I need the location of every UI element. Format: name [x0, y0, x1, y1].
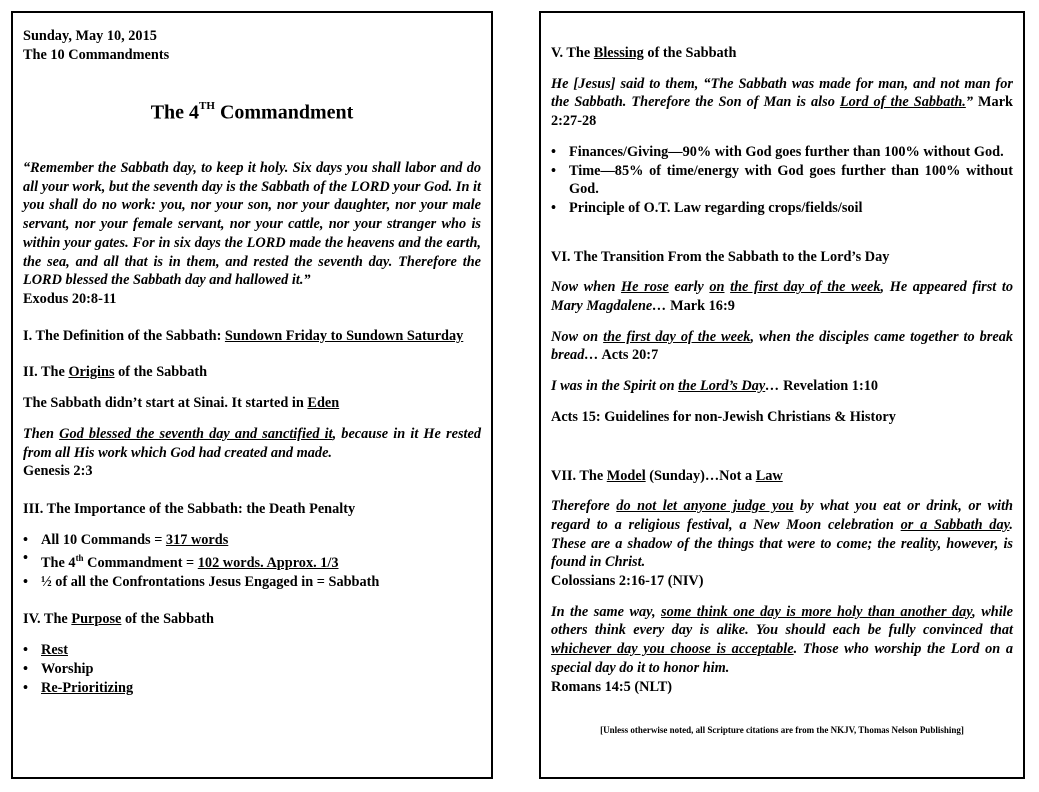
section-7-romans-ref: Romans 14:5 (NLT) [551, 678, 673, 695]
list-item: • All 10 Commands = 317 words [23, 531, 229, 548]
section-6-verse-revelation: I was in the Spirit on the Lord’s Day… Revelation 1:10 [551, 378, 879, 395]
section-7-heading: VII. The Model (Sunday)…Not a Law [551, 467, 783, 484]
scripture-footnote: [Unless otherwise noted, all Scripture citations are from the NKJV, Thomas Nelson Publishing] [600, 725, 964, 736]
list-item: • Time—85% of time/energy with God goes further than 100% without God. [551, 162, 1013, 198]
list-item: • Rest [23, 642, 68, 659]
bullet-icon: • [23, 660, 29, 677]
left-page [11, 11, 493, 779]
section-3-list [23, 531, 481, 592]
section-3-heading: III. The Importance of the Sabbath: the Death Penalty [23, 500, 356, 517]
list-item: • Re-Prioritizing [23, 679, 134, 696]
list-item: • Worship [23, 660, 94, 677]
section-1-definition: I. The Definition of the Sabbath: Sundown Friday to Sundown Saturday [23, 327, 464, 344]
sermon-date: Sunday, May 10, 2015 [23, 28, 157, 44]
right-page-content [551, 44, 1013, 736]
page-title: The 4TH Commandment [150, 100, 354, 125]
right-page [539, 11, 1025, 779]
section-2-scripture-ref: Genesis 2:3 [23, 463, 93, 480]
bullet-icon: • [551, 162, 557, 179]
section-4-heading: IV. The Purpose of the Sabbath [23, 611, 214, 628]
section-7-scripture-colossians: Therefore do not let anyone judge you by what you eat or drink, or with regard to a religious festival, a New Moon celebration or a Sabbath day. These are a shadow of the things that were to come; the reality, however, is found in Christ. [551, 498, 1013, 571]
opening-scripture-ref: Exodus 20:8-11 [23, 290, 117, 307]
section-7-colossians-ref: Colossians 2:16-17 (NIV) [551, 573, 704, 590]
bullet-icon: • [23, 573, 29, 590]
section-5-list [551, 143, 1013, 218]
bullet-icon: • [23, 531, 29, 548]
bullet-icon: • [23, 679, 29, 696]
list-item: • Finances/Giving—90% with God goes further than 100% without God. [551, 143, 1004, 160]
section-5-scripture: He [Jesus] said to them, “The Sabbath was made for man, and not man for the Sabbath. Therefore the Son of Man is also Lord of the Sabbath.” Mark 2:27-28 [551, 75, 1013, 130]
section-2-scripture: Then God blessed the seventh day and sanctified it, because in it He rested from all His work which God had created and made. [23, 425, 481, 461]
bullet-icon: • [23, 550, 29, 567]
bullet-icon: • [551, 143, 557, 160]
section-4-list [23, 641, 481, 697]
section-2-heading: II. The Origins of the Sabbath [23, 364, 208, 381]
sermon-series: The 10 Commandments [23, 46, 170, 63]
list-item: • The 4th Commandment = 102 words. Approx. 1/3 [23, 550, 339, 572]
section-6-heading: VI. The Transition From the Sabbath to the Lord’s Day [551, 248, 890, 265]
bullet-icon: • [551, 199, 557, 216]
section-6-acts-note: Acts 15: Guidelines for non-Jewish Christians & History [551, 408, 896, 425]
section-6-verse-acts: Now on the first day of the week, when the disciples came together to break bread… Acts 20:7 [551, 328, 1013, 364]
left-page-content [23, 27, 481, 697]
section-5-heading: V. The Blessing of the Sabbath [551, 45, 737, 61]
section-6-verse-mark: Now when He rose early on the first day of the week, He appeared first to Mary Magdalene… Mark 16:9 [551, 279, 1014, 315]
section-2-origin-line: The Sabbath didn’t start at Sinai. It started in Eden [23, 395, 340, 412]
section-7-scripture-romans: In the same way, some think one day is more holy than another day, while others think every day is alike. You should each be fully convinced that whichever day you choose is acceptable. Those who worship the Lord on a special day do it to honor him. [551, 603, 1013, 676]
bullet-icon: • [23, 642, 29, 659]
opening-scripture: “Remember the Sabbath day, to keep it holy. Six days you shall labor and do all your work, but the seventh day is the Sabbath of the LORD your God. In it you shall do no work: you, nor your son, nor your daughter, nor your male servant, nor your female servant, nor your cattle, nor your stranger who is within your gates. For in six days the LORD made the heavens and the earth, the sea, and all that is in them, and rested the seventh day. Therefore the LORD blessed the Sabbath day and hallowed it.” [23, 160, 481, 289]
list-item: • Principle of O.T. Law regarding crops/fields/soil [551, 199, 863, 216]
list-item: • ½ of all the Confrontations Jesus Engaged in = Sabbath [23, 573, 380, 590]
